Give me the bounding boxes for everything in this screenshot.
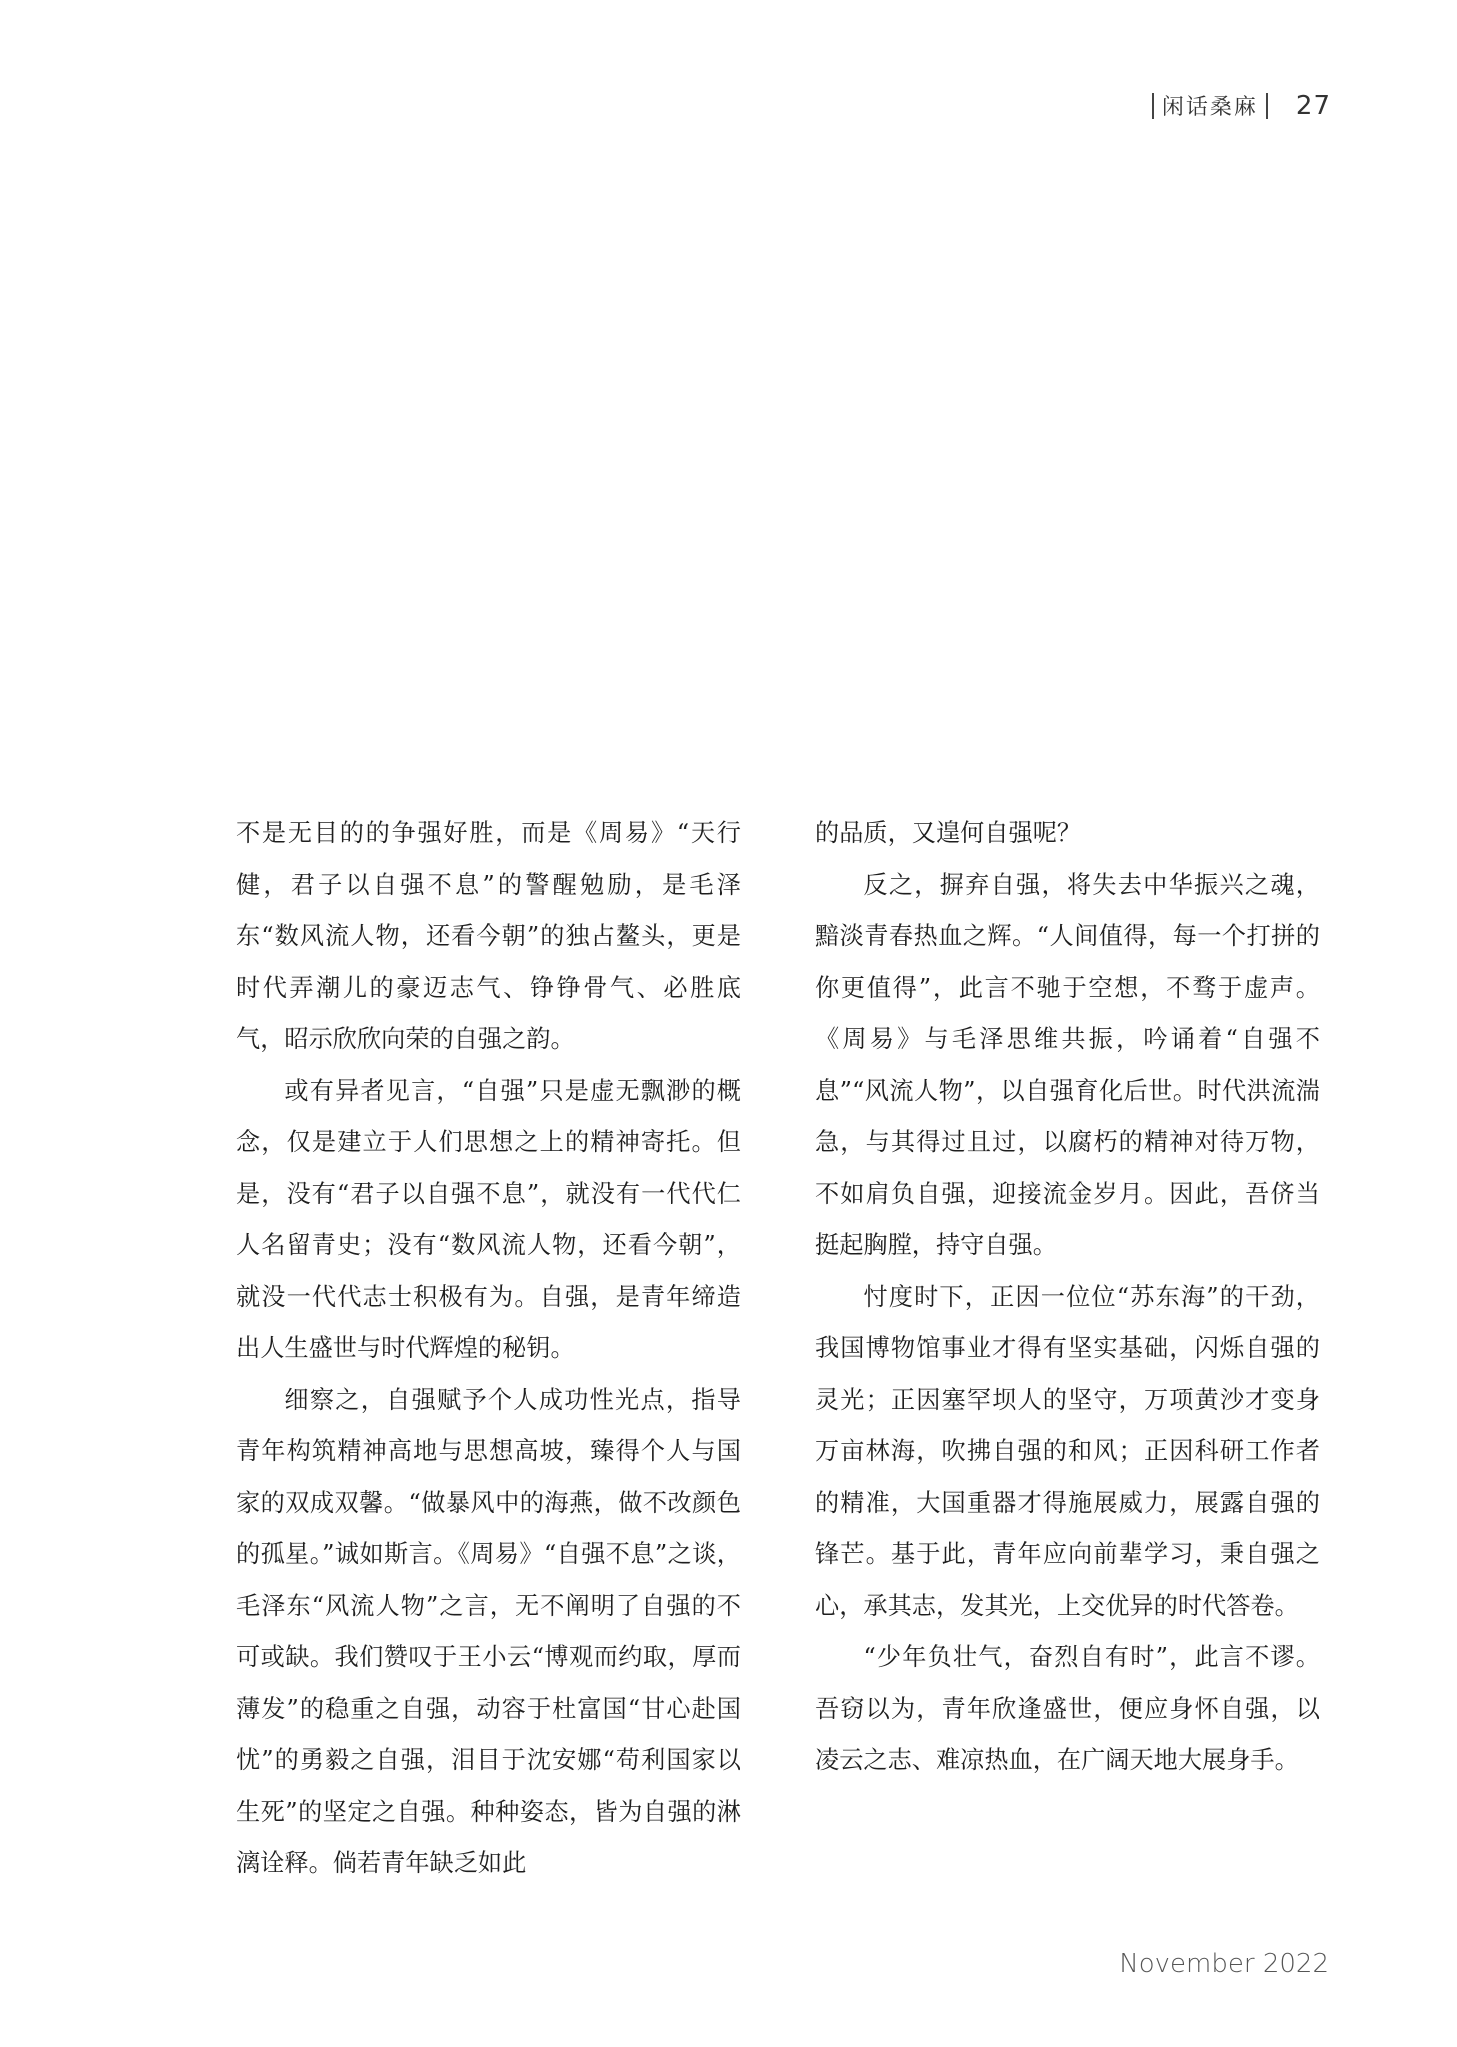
- header-divider-left: [1152, 93, 1154, 119]
- right-column: [815, 808, 1320, 1787]
- paragraph: 忖度时下，正因一位位“苏东海”的干劲，我国博物馆事业才得有坚实基础，闪烁自强的灵光；正因塞罕坝人的坚守，万项黄沙才变身万亩林海，吹拂自强的和风；正因科研工作者的精准，大国重器才得施展威力，展露自强的锋芒。基于此，青年应向前辈学习，秉自强之心，承其志，发其光，上交优异的时代答卷。: [815, 1282, 1320, 1620]
- page-number: 27: [1295, 90, 1331, 121]
- issue-date: November 2022: [1119, 1949, 1329, 1979]
- paragraph: 反之，摒弃自强，将失去中华振兴之魂，黯淡青春热血之辉。“人间值得，每一个打拼的你更值得”，此言不驰于空想，不骛于虚声。《周易》与毛泽思维共振，吟诵着“自强不息”“风流人物”，以自强育化后世。时代洪流湍急，与其得过且过，以腐朽的精神对待万物，不如肩负自强，迎接流金岁月。因此，吾侪当挺起胸膛，持守自强。: [815, 870, 1320, 1259]
- paragraph: 细察之，自强赋予个人成功性光点，指导青年构筑精神高地与思想高坡，臻得个人与国家的双成双馨。“做暴风中的海燕，做不改颜色的孤星。”诚如斯言。《周易》“自强不息”之谈，毛泽东“风流人物”之言，无不阐明了自强的不可或缺。我们赞叹于王小云“博观而约取，厚而薄发”的稳重之自强，动容于杜富国“甘心赴国忧”的勇毅之自强，泪目于沈安娜“苟利国家以生死”的坚定之自强。种种姿态，皆为自强的淋漓诠释。倘若青年缺乏如此: [236, 1385, 741, 1877]
- section-title: 闲话桑麻: [1161, 95, 1258, 120]
- left-column: [236, 808, 741, 1890]
- paragraph: 的品质，又遑何自强呢？: [815, 819, 1082, 847]
- running-header: [1144, 90, 1331, 121]
- paragraph: “少年负壮气，奋烈自有时”，此言不谬。吾窃以为，青年欣逢盛世，便应身怀自强，以凌云之志、难凉热血，在广阔天地大展身手。: [815, 1643, 1320, 1774]
- paragraph: 或有异者见言，“自强”只是虚无飘渺的概念，仅是建立于人们思想之上的精神寄托。但是，没有“君子以自强不息”，就没有一代代仁人名留青史；没有“数风流人物，还看今朝”，就没一代代志士积极有为。自强，是青年缔造出人生盛世与时代辉煌的秘钥。: [236, 1076, 741, 1362]
- paragraph: 不是无目的的争强好胜，而是《周易》“天行健，君子以自强不息”的警醒勉励，是毛泽东“数风流人物，还看今朝”的独占鳌头，更是时代弄潮儿的豪迈志气、铮铮骨气、必胜底气，昭示欣欣向荣的自强之韵。: [236, 819, 741, 1053]
- header-divider-right: [1266, 93, 1268, 119]
